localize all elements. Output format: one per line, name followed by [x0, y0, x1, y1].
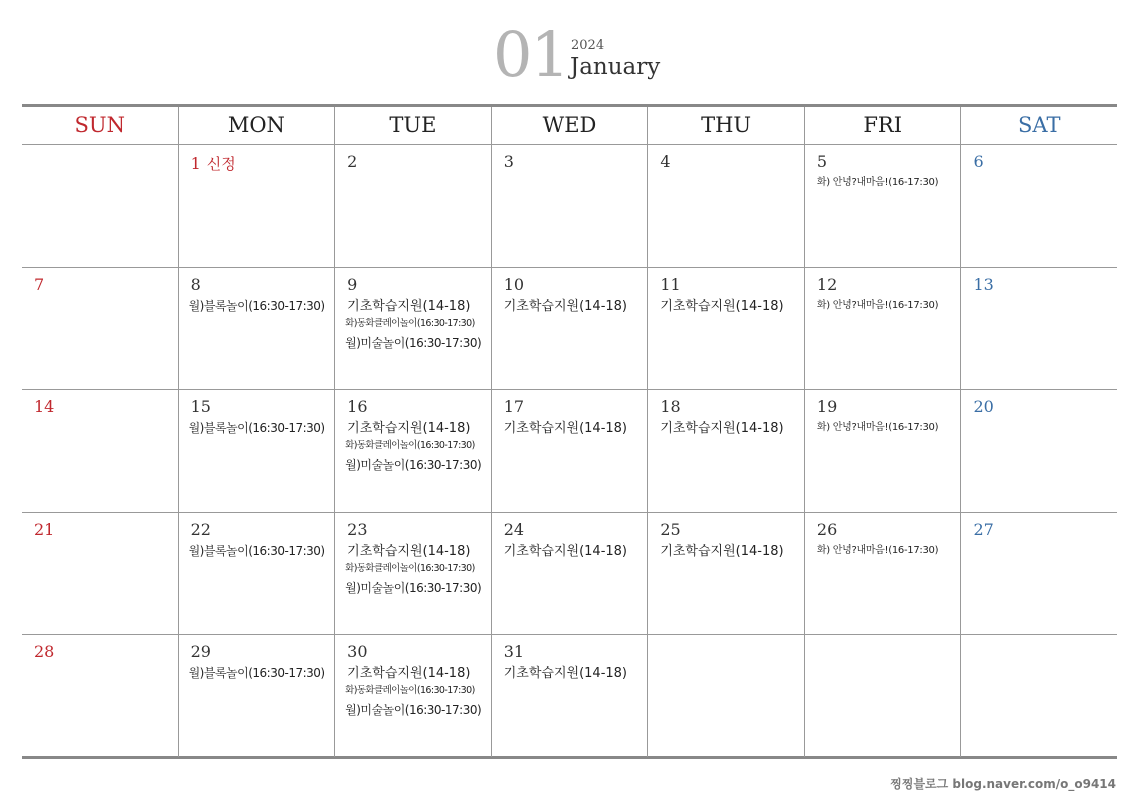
day-cell[interactable] — [178, 390, 335, 512]
event-entry: 월)블록놀이(16:30-17:30) — [188, 298, 325, 313]
day-number: 31 — [503, 642, 525, 662]
day-cell[interactable] — [491, 390, 648, 512]
weekday-sun: SUN — [74, 113, 126, 137]
day-number: 11 — [660, 274, 681, 294]
event-entry: 월)블록놀이(16:30-17:30) — [188, 543, 325, 558]
weekday-thu: THU — [647, 107, 804, 144]
day-cell[interactable] — [22, 513, 178, 635]
day-cell[interactable] — [960, 145, 1117, 267]
month-number: 01 — [493, 18, 568, 91]
event-entry: 월)블록놀이(16:30-17:30) — [188, 666, 325, 681]
event-entry: 기초학습지원(14-18) — [347, 298, 471, 314]
day-cell[interactable] — [178, 635, 335, 757]
day-cell[interactable] — [647, 635, 804, 757]
day-cell[interactable] — [178, 268, 335, 390]
weekday-header-row — [22, 107, 1117, 145]
day-number: 14 — [34, 397, 55, 417]
footer-credit: 찡찡블로그 blog.naver.com/o_o9414 — [890, 777, 1116, 791]
year-label: 2024 — [571, 38, 605, 53]
day-number: 13 — [973, 274, 994, 294]
day-cell[interactable] — [491, 268, 648, 390]
day-cell[interactable] — [178, 145, 335, 267]
day-cell[interactable] — [22, 145, 178, 267]
day-cell[interactable] — [22, 390, 178, 512]
day-cell[interactable] — [178, 513, 335, 635]
week-row — [22, 268, 1117, 391]
day-number: 20 — [973, 397, 994, 417]
event-entry: 화)동화클레이놀이(16:30-17:30) — [345, 440, 475, 452]
day-number: 21 — [34, 519, 55, 539]
day-cell[interactable] — [491, 145, 648, 267]
day-cell[interactable] — [960, 635, 1117, 757]
day-number: 6 — [973, 152, 984, 171]
day-number: 26 — [816, 519, 838, 539]
day-number: 3 — [503, 152, 514, 171]
week-row — [22, 635, 1117, 757]
week-row — [22, 513, 1117, 636]
day-cell[interactable] — [334, 268, 491, 390]
day-number: 28 — [34, 642, 55, 662]
week-row — [22, 390, 1117, 513]
day-cell[interactable] — [804, 635, 961, 757]
day-number: 7 — [34, 274, 45, 294]
month-name: January — [570, 54, 661, 80]
event-entry: 화)동화클레이놀이(16:30-17:30) — [345, 562, 475, 574]
day-number: 10 — [503, 274, 525, 294]
day-number: 22 — [190, 519, 211, 539]
event-entry: 기초학습지원(14-18) — [503, 421, 628, 437]
event-entry: 기초학습지원(14-18) — [660, 421, 784, 437]
event-entry: 기초학습지원(14-18) — [347, 421, 471, 437]
day-cell[interactable] — [491, 635, 648, 757]
event-entry: 기초학습지원(14-18) — [503, 543, 628, 559]
day-number: 9 — [347, 274, 358, 294]
day-number: 18 — [660, 397, 681, 417]
day-cell[interactable] — [647, 268, 804, 390]
day-number: 2 — [347, 152, 358, 171]
day-cell[interactable] — [491, 513, 648, 635]
day-cell[interactable] — [334, 513, 491, 635]
day-number: 1 — [190, 154, 201, 173]
holiday-label: 신정 — [206, 155, 236, 173]
day-number: 15 — [190, 397, 211, 417]
day-number: 23 — [347, 519, 368, 539]
day-cell[interactable] — [960, 390, 1117, 512]
event-entry: 기초학습지원(14-18) — [660, 298, 784, 314]
event-entry: 월)미술놀이(16:30-17:30) — [345, 335, 482, 350]
event-entry: 화) 안녕?내마음!(16-17:30) — [816, 299, 939, 311]
day-number: 24 — [503, 519, 525, 539]
day-number: 17 — [503, 397, 525, 417]
event-entry: 화)동화클레이놀이(16:30-17:30) — [345, 317, 475, 329]
event-entry: 월)미술놀이(16:30-17:30) — [345, 703, 482, 718]
event-entry: 월)미술놀이(16:30-17:30) — [345, 458, 482, 473]
day-cell[interactable] — [647, 145, 804, 267]
event-entry: 기초학습지원(14-18) — [347, 543, 471, 559]
day-number: 27 — [973, 519, 994, 539]
weekday-mon: MON — [178, 107, 335, 144]
day-number: 29 — [190, 642, 211, 662]
day-number: 4 — [660, 152, 671, 171]
event-entry: 기초학습지원(14-18) — [660, 543, 784, 559]
day-number: 25 — [660, 519, 681, 539]
calendar-header — [0, 0, 1143, 100]
event-entry: 월)미술놀이(16:30-17:30) — [345, 580, 482, 595]
weekday-sat: SAT — [960, 107, 1117, 144]
weeks-container — [22, 145, 1117, 757]
day-number: 19 — [816, 397, 838, 417]
day-cell[interactable] — [334, 635, 491, 757]
day-number: 16 — [347, 397, 368, 417]
weekday-fri: FRI — [804, 107, 961, 144]
event-entry: 기초학습지원(14-18) — [347, 666, 471, 682]
day-cell[interactable] — [804, 513, 961, 635]
day-number: 8 — [190, 274, 201, 294]
day-cell[interactable] — [334, 145, 491, 267]
event-entry: 화) 안녕?내마음!(16-17:30) — [816, 544, 939, 556]
event-entry: 기초학습지원(14-18) — [503, 298, 628, 314]
event-entry: 화)동화클레이놀이(16:30-17:30) — [345, 685, 475, 697]
day-cell[interactable] — [804, 390, 961, 512]
day-number: 30 — [347, 642, 368, 662]
event-entry: 화) 안녕?내마음!(16-17:30) — [816, 177, 939, 188]
weekday-wed: WED — [491, 107, 648, 144]
day-cell[interactable] — [960, 268, 1117, 390]
day-cell[interactable] — [22, 268, 178, 390]
day-cell[interactable] — [804, 145, 961, 267]
event-entry: 월)블록놀이(16:30-17:30) — [188, 421, 325, 436]
week-row — [22, 145, 1117, 268]
day-number: 5 — [816, 152, 828, 171]
day-number: 12 — [816, 274, 838, 294]
day-cell[interactable] — [647, 513, 804, 635]
event-entry: 화) 안녕?내마음!(16-17:30) — [816, 422, 939, 434]
event-entry: 기초학습지원(14-18) — [503, 666, 628, 682]
day-cell[interactable] — [647, 390, 804, 512]
day-cell[interactable] — [960, 513, 1117, 635]
weekday-tue: TUE — [334, 107, 491, 144]
calendar-grid — [22, 104, 1117, 759]
day-cell[interactable] — [22, 635, 178, 757]
day-cell[interactable] — [804, 268, 961, 390]
day-cell[interactable] — [334, 390, 491, 512]
